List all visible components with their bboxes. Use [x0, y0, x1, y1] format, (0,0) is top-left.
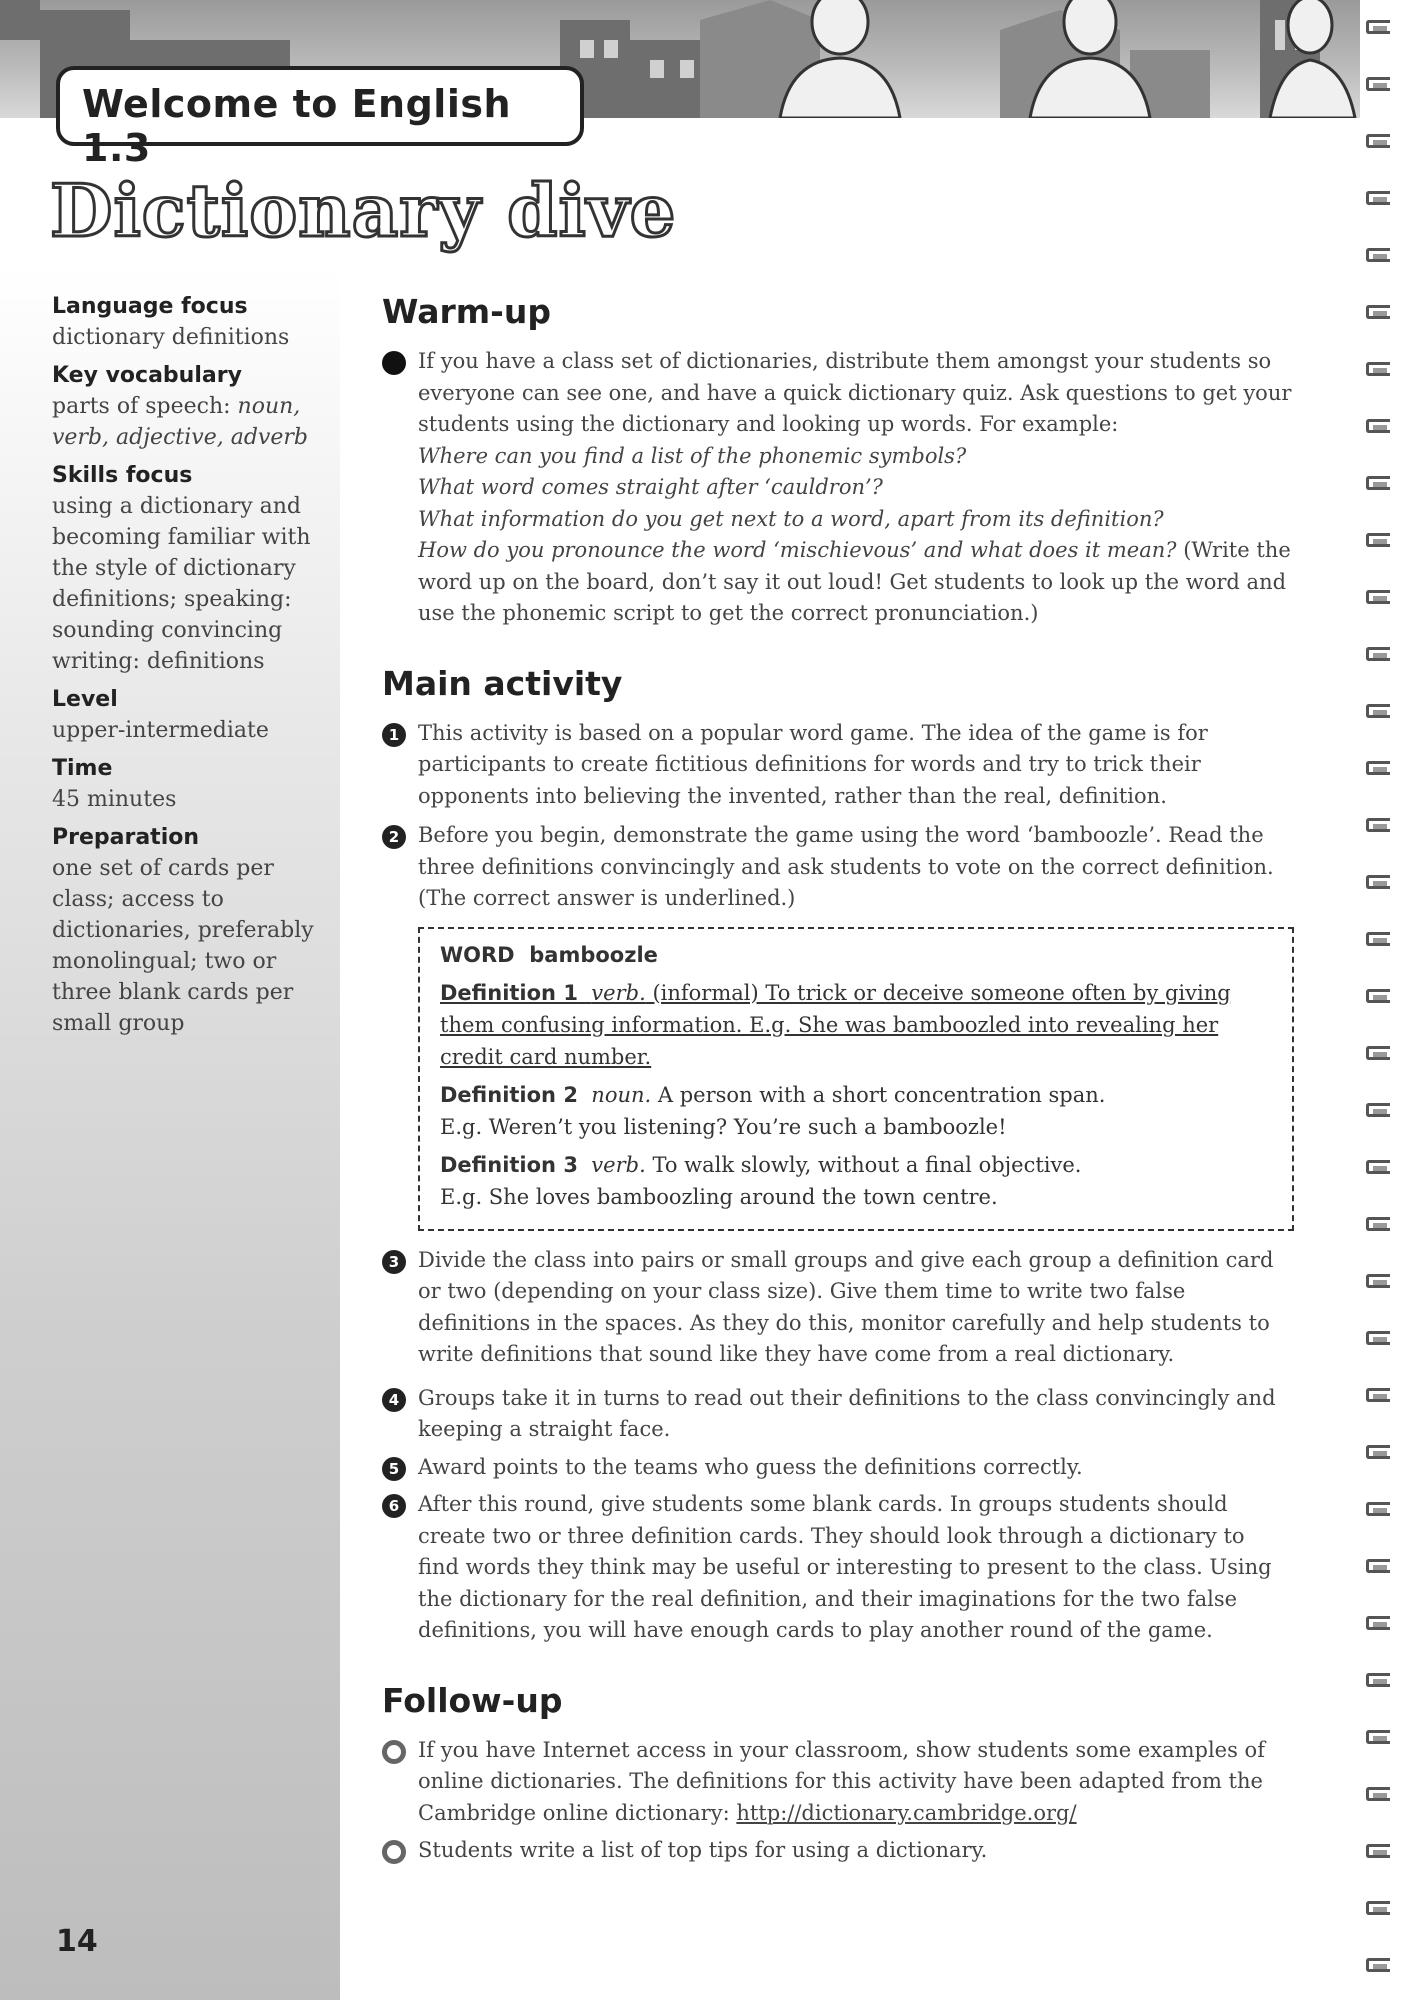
main-content [382, 292, 1292, 1867]
binding-ring [1366, 1445, 1390, 1459]
binding-ring [1366, 1160, 1390, 1174]
binding-ring [1366, 419, 1390, 433]
binding-ring [1366, 305, 1390, 319]
binding-ring [1366, 989, 1390, 1003]
warmup-heading: Warm-up [382, 292, 551, 331]
binding-ring [1366, 1844, 1390, 1858]
page-number: 14 [56, 1924, 98, 1959]
step-number-icon: 3 [382, 1250, 406, 1274]
binding-ring [1366, 1103, 1390, 1117]
binding-ring [1366, 533, 1390, 547]
binding-ring [1366, 932, 1390, 946]
dictionary-link[interactable]: http://dictionary.cambridge.org/ [736, 1800, 1077, 1825]
card-word: WORD bamboozle [440, 942, 658, 967]
main-activity-heading: Main activity [382, 663, 623, 703]
key-vocabulary: Key vocabulary parts of speech: noun, verb, adjective, adverb [52, 363, 308, 450]
binding-ring [1366, 1331, 1390, 1345]
binding-ring [1366, 818, 1390, 832]
series-title-tab [56, 66, 584, 170]
binding-ring [1366, 1274, 1390, 1288]
lesson-info [52, 292, 340, 1047]
page-title: Dictionary dive [50, 168, 677, 253]
binding-ring [1366, 647, 1390, 661]
definition-card [418, 927, 1294, 1231]
binding-ring [1366, 875, 1390, 889]
followup-item-1: If you have Internet access in your classroom, show students some examples of online dictionaries. The definitions for this activity have been adapted from the Cambridge online dictionary: http://dictionary.cambridge.org/ [382, 1735, 1292, 1830]
language-focus: Language focus dictionary definitions [52, 294, 290, 350]
level: Level upper-intermediate [52, 687, 269, 743]
ring-bullet-icon [382, 1840, 406, 1864]
definition-2: Definition 2 noun. A person with a short concentration span. E.g. Weren’t you listening? You’re such a bamboozle! [440, 1082, 1106, 1139]
binding-ring [1366, 704, 1390, 718]
step-2: 2 Before you begin, demonstrate the game using the word ‘bamboozle’. Read the three definitions convincingly and ask students to vote on the correct definition. (The correct answer is underlined.) [382, 820, 1292, 915]
step-4: 4 Groups take it in turns to read out their definitions to the class convincingly and keeping a straight face. [382, 1383, 1292, 1446]
binding-ring [1366, 1616, 1390, 1630]
step-number-icon: 6 [382, 1494, 406, 1518]
ring-bullet-icon [382, 1740, 406, 1764]
binding-ring [1366, 1958, 1390, 1972]
skills-focus: Skills focus using a dictionary and becoming familiar with the style of dictionary definitions; speaking: sounding convincing writing: definitions [52, 463, 311, 674]
binding-ring [1366, 1730, 1390, 1744]
followup-heading: Follow-up [382, 1680, 563, 1720]
step-number-icon: 1 [382, 723, 406, 747]
binding-ring [1366, 1787, 1390, 1801]
binding-ring [1366, 191, 1390, 205]
step-3: 3 Divide the class into pairs or small groups and give each group a definition card or two (depending on your class size). Give them time to write two false definitions in the spaces. As they do this, monitor carefully and help students to write definitions that sound like they have come from a real dictionary. [382, 1245, 1292, 1371]
binding-ring [1366, 1046, 1390, 1060]
binding-ring [1366, 1901, 1390, 1915]
bullet-icon [382, 351, 406, 375]
preparation: Preparation one set of cards per class; access to dictionaries, preferably monolingual; two or three blank cards per small group [52, 825, 314, 1036]
binding-ring [1366, 248, 1390, 262]
step-number-icon: 2 [382, 825, 406, 849]
definition-1: Definition 1 verb. (informal) To trick or deceive someone often by giving them confusing information. E.g. She was bamboozled into revealing her credit card number. [440, 980, 1231, 1069]
step-1: 1 This activity is based on a popular word game. The idea of the game is for participants to create fictitious definitions for words and try to trick their opponents into believing the invented, rather than the real, definition. [382, 718, 1292, 813]
definition-3: Definition 3 verb. To walk slowly, without a final objective. E.g. She loves bamboozling around the town centre. [440, 1152, 1082, 1209]
binding-ring [1366, 1217, 1390, 1231]
step-number-icon: 5 [382, 1457, 406, 1481]
binding-ring [1366, 1673, 1390, 1687]
binding-ring [1366, 77, 1390, 91]
series-title: Welcome to English 1.3 [82, 82, 512, 170]
binding-ring [1366, 1388, 1390, 1402]
step-number-icon: 4 [382, 1388, 406, 1412]
binding-ring [1366, 1559, 1390, 1573]
binding-ring [1366, 590, 1390, 604]
binding-ring [1366, 362, 1390, 376]
binding-ring [1366, 761, 1390, 775]
binding-ring [1366, 20, 1390, 34]
warmup-item: If you have a class set of dictionaries, distribute them amongst your students so everyone can see one, and have a quick dictionary quiz. Ask questions to get your students using the dictionary and looking up words. For example: Where can you find a list of the phonemic symbols? What word comes straight after ‘cauldron’? What information do you get next to a word, apart from its definition? How do you pronounce the word ‘mischievous’ and what does it mean? (Write the word up on the board, don’t say it out loud! Get students to look up the word and use the phonemic script to get the correct pronunciation.) [382, 346, 1292, 630]
binding-ring [1366, 476, 1390, 490]
binding-ring [1366, 1502, 1390, 1516]
step-5: 5 Award points to the teams who guess the definitions correctly. [382, 1452, 1292, 1484]
time: Time 45 minutes [52, 756, 177, 812]
step-6: 6 After this round, give students some blank cards. In groups students should create two or three definition cards. They should look through a dictionary to find words they think may be useful or interesting to present to the class. Using the dictionary for the real definition, and their imaginations for the two false definitions, you will have enough cards to play another round of the game. [382, 1489, 1292, 1647]
followup-item-2: Students write a list of top tips for using a dictionary. [382, 1835, 1292, 1867]
binding-ring [1366, 134, 1390, 148]
spiral-binding [1360, 0, 1403, 2000]
